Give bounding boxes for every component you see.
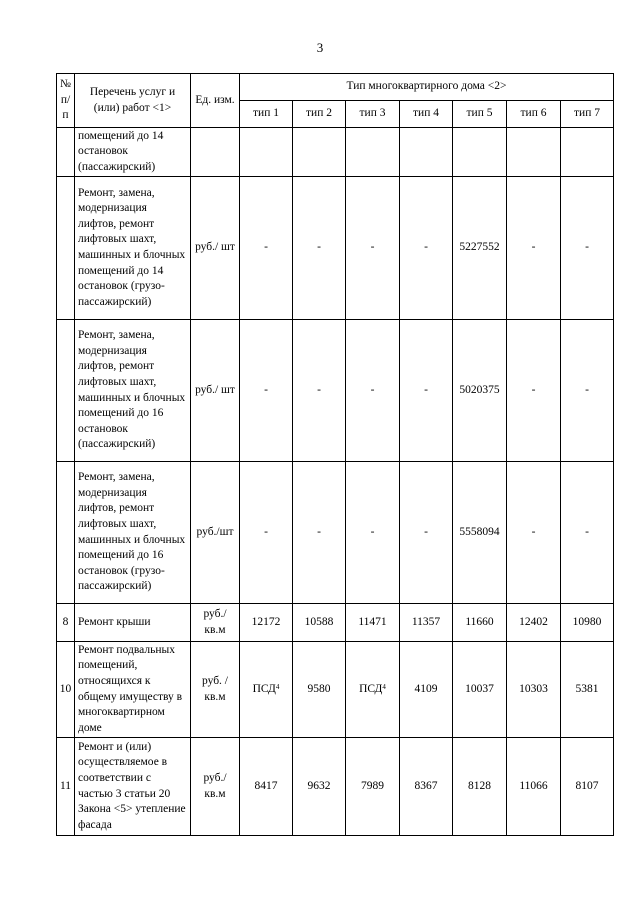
header-types: Тип многоквартирного дома <2> xyxy=(240,74,614,101)
table-row xyxy=(57,320,614,462)
footnote-mark: 4 xyxy=(382,682,386,691)
row-value: 10980 xyxy=(561,604,614,642)
row-value xyxy=(240,128,293,177)
row-value: - xyxy=(561,320,614,462)
row-service: Ремонт, замена, модернизация лифтов, ремонт лифтовых шахт, машинных и блочных помещений до 14 остановок (грузо-пассажирский) xyxy=(75,177,191,320)
row-unit: руб./ шт xyxy=(191,320,240,462)
row-unit: руб./ шт xyxy=(191,177,240,320)
row-value: 10303 xyxy=(507,642,561,738)
row-value: - xyxy=(507,462,561,604)
row-service: Ремонт, замена, модернизация лифтов, ремонт лифтовых шахт, машинных и блочных помещений до 16 остановок (пассажирский) xyxy=(75,320,191,462)
row-value: 12402 xyxy=(507,604,561,642)
header-services: Перечень услуг и (или) работ <1> xyxy=(75,74,191,128)
row-value: - xyxy=(400,177,453,320)
tariff-table xyxy=(56,73,614,836)
row-value: - xyxy=(346,320,400,462)
row-value: 5558094 xyxy=(453,462,507,604)
row-service: Ремонт, замена, модернизация лифтов, ремонт лифтовых шахт, машинных и блочных помещений до 16 остановок (грузо-пассажирский) xyxy=(75,462,191,604)
row-value: - xyxy=(293,177,346,320)
row-value: 5381 xyxy=(561,642,614,738)
row-value: 9580 xyxy=(293,642,346,738)
row-num xyxy=(57,177,75,320)
header-type-5: тип 5 xyxy=(453,101,507,128)
row-value xyxy=(400,128,453,177)
row-num: 11 xyxy=(57,738,75,836)
row-value: 8417 xyxy=(240,738,293,836)
row-value: 8367 xyxy=(400,738,453,836)
row-value: - xyxy=(293,320,346,462)
header-type-6: тип 6 xyxy=(507,101,561,128)
row-service: Ремонт крыши xyxy=(75,604,191,642)
row-value: 11066 xyxy=(507,738,561,836)
row-num xyxy=(57,462,75,604)
row-value: - xyxy=(240,320,293,462)
row-value: - xyxy=(240,177,293,320)
row-value: 8107 xyxy=(561,738,614,836)
table-row xyxy=(57,604,614,642)
header-unit: Ед. изм. xyxy=(191,74,240,128)
row-value: 11357 xyxy=(400,604,453,642)
row-unit: руб./ кв.м xyxy=(191,738,240,836)
row-value: 11660 xyxy=(453,604,507,642)
row-unit: руб. /кв.м xyxy=(191,642,240,738)
row-value: 12172 xyxy=(240,604,293,642)
row-value: 10037 xyxy=(453,642,507,738)
row-service: Ремонт подвальных помещений, относящихся к общему имуществу в многоквартирном доме xyxy=(75,642,191,738)
header-type-2: тип 2 xyxy=(293,101,346,128)
row-value: - xyxy=(507,320,561,462)
row-value xyxy=(346,642,400,738)
header-type-4: тип 4 xyxy=(400,101,453,128)
page-number: 3 xyxy=(316,40,324,55)
table-row xyxy=(57,128,614,177)
row-value: 4109 xyxy=(400,642,453,738)
row-value: - xyxy=(346,462,400,604)
row-value: - xyxy=(240,462,293,604)
table-row xyxy=(57,177,614,320)
row-value: 11471 xyxy=(346,604,400,642)
row-unit xyxy=(191,128,240,177)
row-unit: руб./ кв.м xyxy=(191,604,240,642)
row-value xyxy=(561,128,614,177)
row-value: - xyxy=(400,320,453,462)
table-row xyxy=(57,462,614,604)
row-value: 10588 xyxy=(293,604,346,642)
table-row xyxy=(57,642,614,738)
row-value xyxy=(293,128,346,177)
row-service: Ремонт и (или) осуществляемое в соответствии с частью 3 статьи 20 Закона <5> утепление фасада xyxy=(75,738,191,836)
row-value: - xyxy=(346,177,400,320)
header-type-1: тип 1 xyxy=(240,101,293,128)
header-type-3: тип 3 xyxy=(346,101,400,128)
row-value: 7989 xyxy=(346,738,400,836)
row-value: - xyxy=(561,462,614,604)
row-value: 9632 xyxy=(293,738,346,836)
row-num: 8 xyxy=(57,604,75,642)
psd-value: ПСД xyxy=(359,682,383,695)
row-unit: руб./шт xyxy=(191,462,240,604)
row-value: - xyxy=(293,462,346,604)
row-value: 8128 xyxy=(453,738,507,836)
row-num: 10 xyxy=(57,642,75,738)
row-value xyxy=(240,642,293,738)
header-type-7: тип 7 xyxy=(561,101,614,128)
footnote-mark: 4 xyxy=(275,682,280,691)
row-value xyxy=(453,128,507,177)
row-service: помещений до 14 остановок (пассажирский) xyxy=(75,128,191,177)
row-num xyxy=(57,320,75,462)
table-row xyxy=(57,738,614,836)
header-num: № п/п xyxy=(57,74,75,128)
row-value: - xyxy=(507,177,561,320)
row-value: - xyxy=(400,462,453,604)
row-value: 5227552 xyxy=(453,177,507,320)
row-value xyxy=(507,128,561,177)
row-value: 5020375 xyxy=(453,320,507,462)
psd-value: ПСД xyxy=(252,682,276,695)
row-value: - xyxy=(561,177,614,320)
row-num xyxy=(57,128,75,177)
row-value xyxy=(346,128,400,177)
